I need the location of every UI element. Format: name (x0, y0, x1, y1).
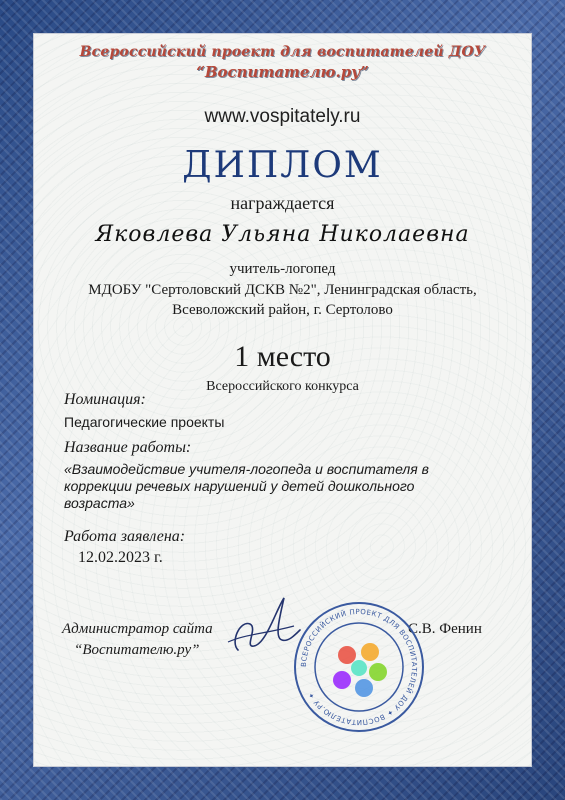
nomination-label: Номинация: (64, 391, 146, 408)
project-line: Всероссийский проект для воспитателей ДОУ (79, 44, 486, 60)
recipient-position: учитель-логопед (229, 261, 336, 277)
round-seal (292, 600, 426, 734)
website-url: www.vospitately.ru (204, 106, 361, 127)
recipient-name: Яковлева Ульяна Николаевна (95, 222, 470, 247)
organization-line-2: Всеволожский район, г. Сертолово (172, 302, 393, 318)
submission-date: 12.02.2023 г. (78, 549, 163, 566)
project-name: “Воспитателю.ру” (196, 63, 369, 81)
awarded-label: награждается (230, 193, 335, 213)
organization-line-1: МДОБУ "Сертоловский ДСКВ №2", Ленинградская область, (88, 282, 477, 298)
svg-text:ВСЕРОССИЙСКИЙ ПРОЕКТ ДЛЯ ВОСПИ: ВСЕРОССИЙСКИЙ ПРОЕКТ ДЛЯ ВОСПИТАТЕЛЕЙ ДОУ ✦ ВОСПИТАТЕЛЮ.РУ ✦ (299, 607, 419, 727)
seal-hands-emblem (333, 643, 387, 697)
place-award: 1 место (234, 340, 331, 373)
diploma-sheet (34, 34, 531, 766)
diploma-title: ДИПЛОМ (182, 145, 383, 186)
contest-label: Всероссийского конкурса (206, 379, 359, 394)
date-label: Работа заявлена: (64, 528, 186, 545)
work-title: «Взаимодействие учителя-логопеда и воспитателя в коррекции речевых нарушений у детей дошкольного возраста» (64, 461, 429, 511)
admin-label-line-2: “Воспитателю.ру” (74, 642, 200, 658)
nomination-value: Педагогические проекты (64, 414, 225, 430)
work-title-label: Название работы: (64, 439, 192, 456)
signer-name: С.В. Фенин (408, 621, 482, 637)
admin-label-line-1: Администратор сайта (62, 621, 213, 637)
